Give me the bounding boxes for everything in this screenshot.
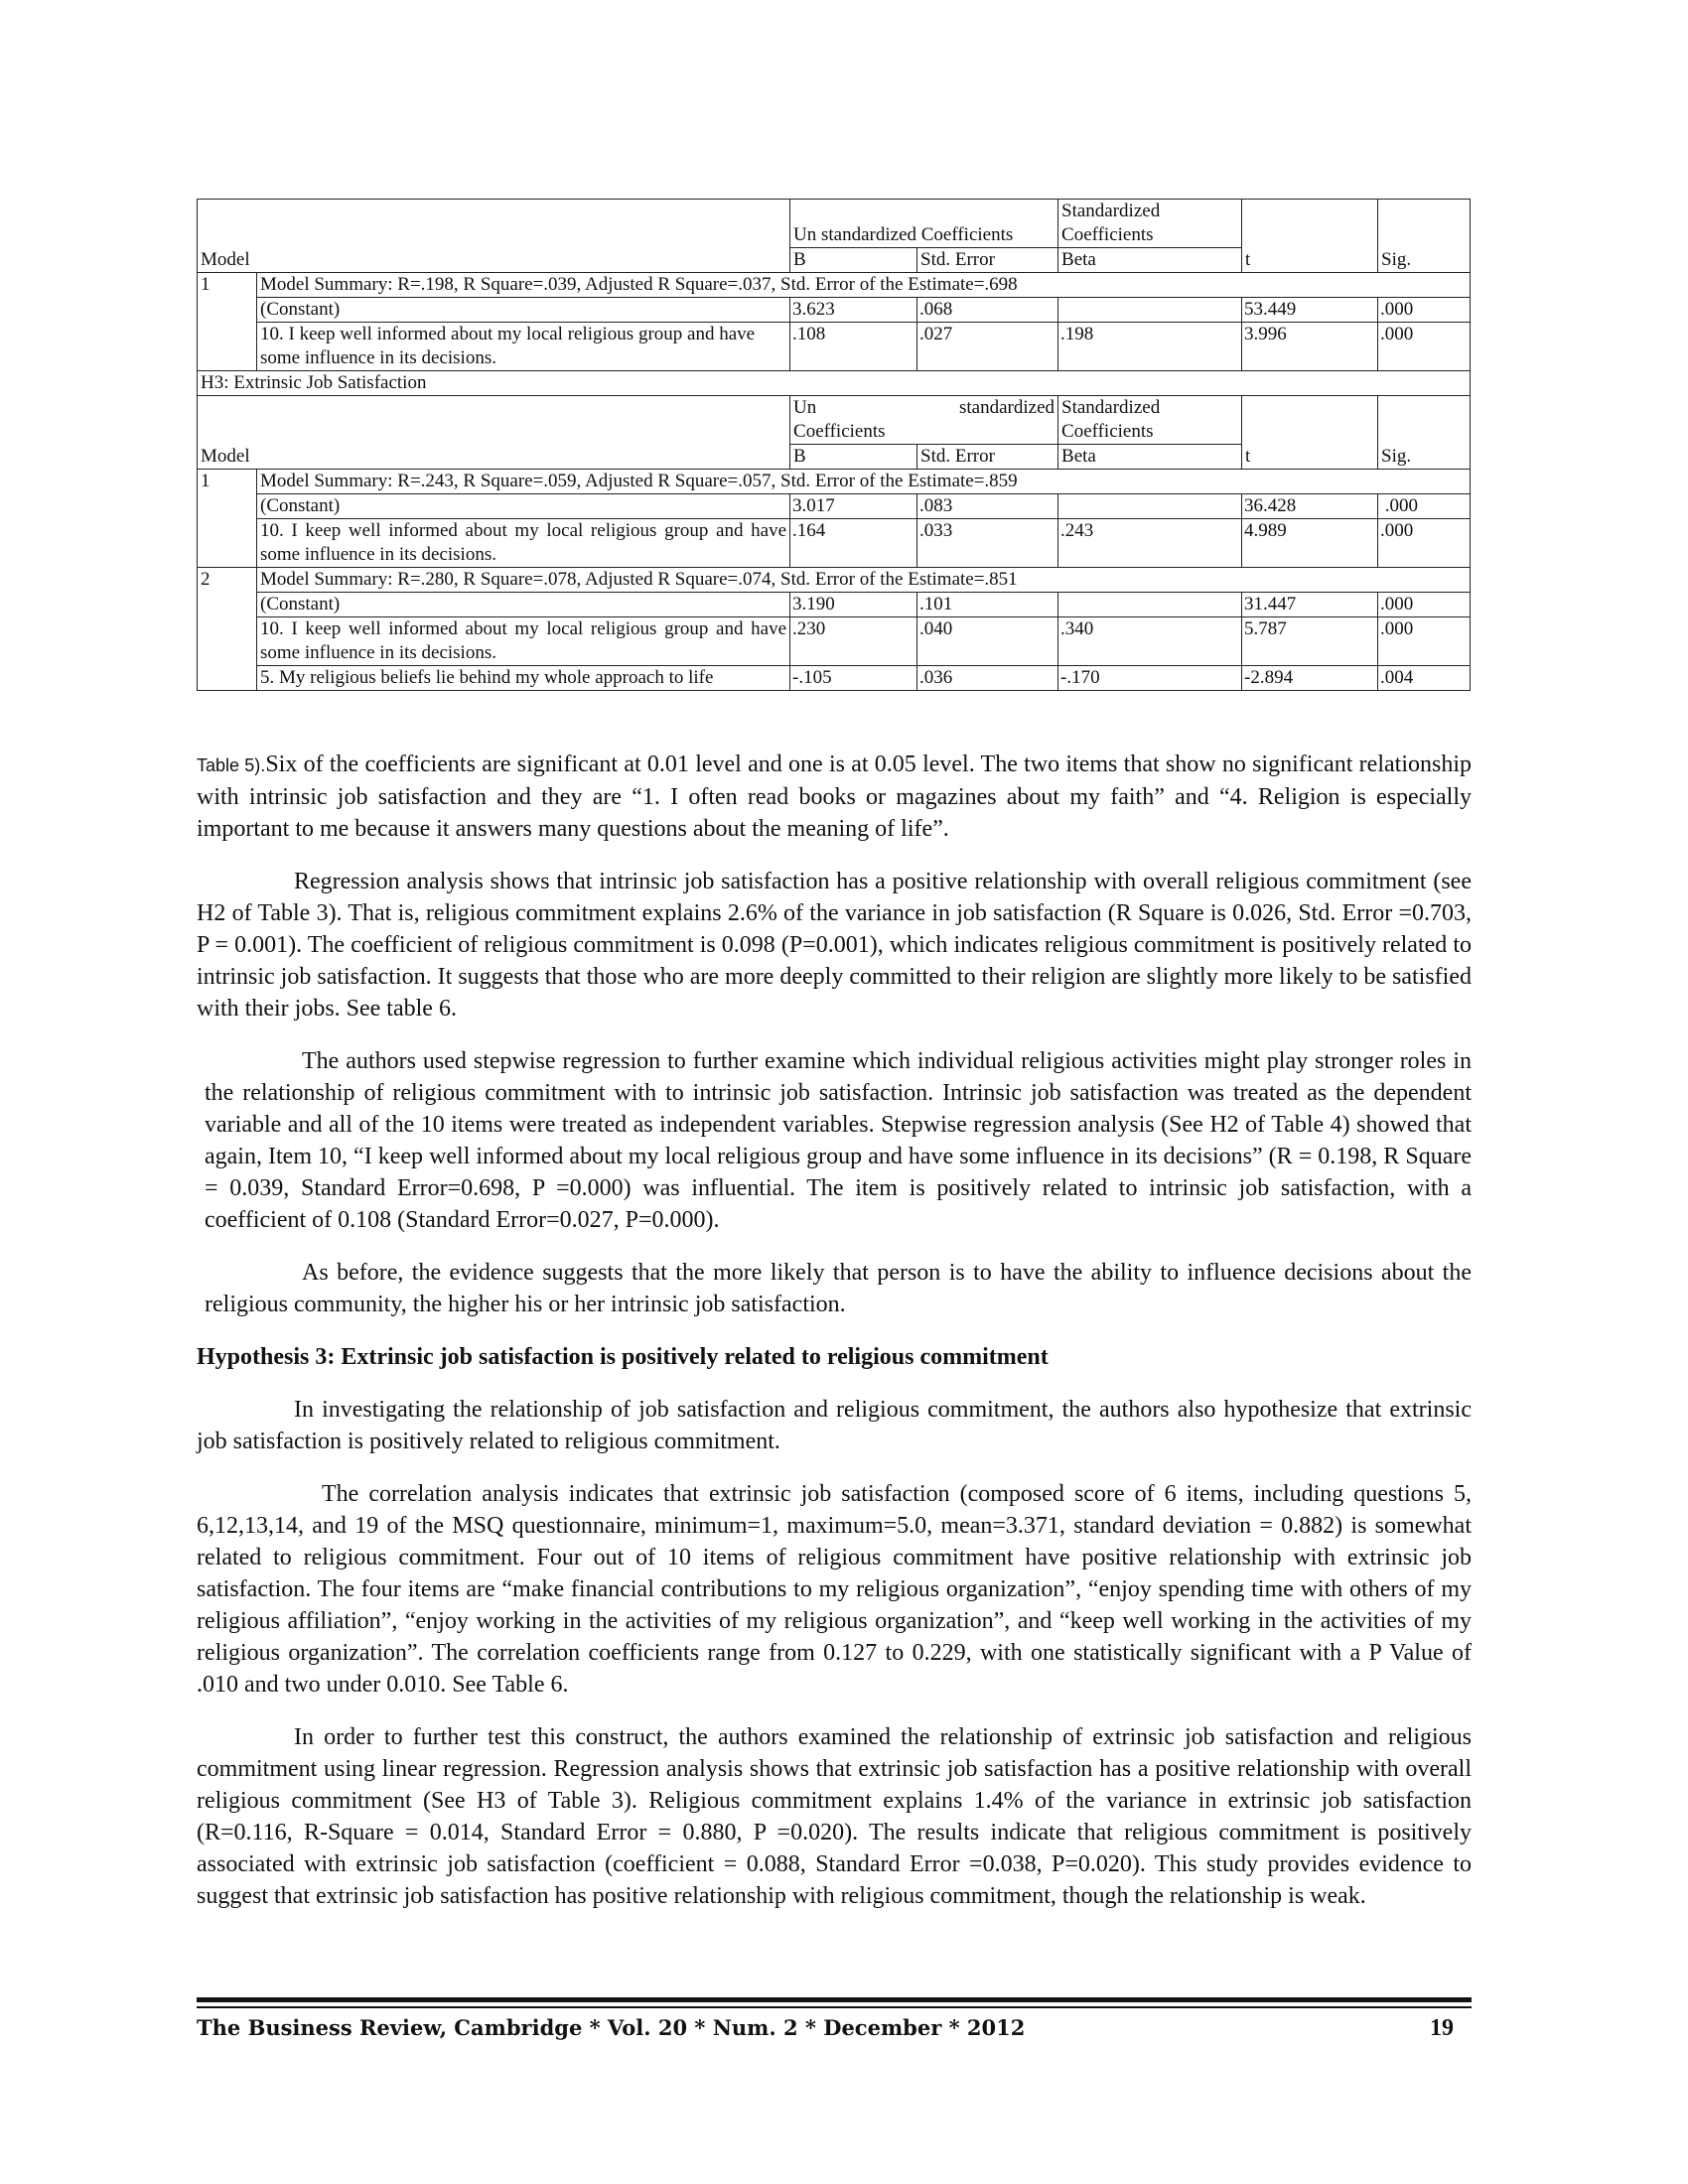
header-b: B [790, 445, 917, 470]
model-summary: Model Summary: R=.198, R Square=.039, Adjusted R Square=.037, Std. Error of the Estimate=.698 [257, 273, 1471, 298]
header-unstd-part: Coefficients [793, 421, 886, 442]
section-heading: Hypothesis 3: Extrinsic job satisfaction is positively related to religious commitment [197, 1344, 1049, 1370]
cell-beta [1058, 593, 1242, 617]
cell-t: 53.449 [1242, 298, 1378, 323]
journal-citation: The Business Review, Cambridge * Vol. 20 * Num. 2 * December * 2012 [197, 2015, 1026, 2040]
header-beta: Beta [1058, 445, 1242, 470]
table-row [198, 617, 1471, 666]
page-number: 19 [1430, 2015, 1454, 2041]
cell-b: .164 [790, 519, 917, 568]
header-beta: Beta [1058, 248, 1242, 273]
model-summary-row [198, 470, 1471, 494]
row-label: 10. I keep well informed about my local religious group and have some influence in its decisions. [257, 617, 790, 666]
cell-beta [1058, 494, 1242, 519]
cell-beta: .243 [1058, 519, 1242, 568]
cell-sig: .000 [1378, 323, 1471, 371]
cell-std-error: .033 [917, 519, 1058, 568]
cell-t: 36.428 [1242, 494, 1378, 519]
h3-title: H3: Extrinsic Job Satisfaction [198, 371, 1471, 396]
paragraph [197, 749, 1472, 845]
cell-std-error: .036 [917, 666, 1058, 691]
header-std-error: Std. Error [917, 445, 1058, 470]
section-title-row [198, 371, 1471, 396]
page-footer [197, 2015, 1472, 2042]
cell-sig: .000 [1378, 593, 1471, 617]
cell-std-error: .027 [917, 323, 1058, 371]
cell-t: 31.447 [1242, 593, 1378, 617]
cell-sig: .000 [1378, 494, 1471, 519]
cell-t: 3.996 [1242, 323, 1378, 371]
cell-sig: .000 [1378, 519, 1471, 568]
cell-std-error: .068 [917, 298, 1058, 323]
paragraph: As before, the evidence suggests that the more likely that person is to have the ability to influence decisions about the religious community, the higher his or her intrinsic job satisfaction. [205, 1260, 1472, 1317]
model-summary: Model Summary: R=.243, R Square=.059, Adjusted R Square=.057, Std. Error of the Estimate=.859 [257, 470, 1471, 494]
cell-beta: .198 [1058, 323, 1242, 371]
cell-t: 5.787 [1242, 617, 1378, 666]
row-label: (Constant) [257, 494, 790, 519]
footer-rule [197, 1997, 1472, 2002]
cell-std-error: .040 [917, 617, 1058, 666]
header-model: Model [198, 396, 790, 470]
header-t: t [1242, 396, 1378, 470]
paragraph: The authors used stepwise regression to further examine which individual religious activities might play stronger roles in the relationship of religious commitment with to intrinsic job satisfaction. Intrinsic job satisfaction was treated as the dependent variable and all of the 10 items were treated as independent variables. Stepwise regression analysis (See H2 of Table 4) showed that again, Item 10, “I keep well informed about my local religious group and have some influence in its decisions” (R = 0.198, R Square = 0.039, Standard Error=0.698, P =0.000) was influential. The item is positively related to intrinsic job satisfaction, with a coefficient of 0.108 (Standard Error=0.027, P=0.000). [205, 1048, 1472, 1233]
cell-sig: .004 [1378, 666, 1471, 691]
cell-sig: .000 [1378, 617, 1471, 666]
header-standardized: Standardized Coefficients [1058, 200, 1242, 248]
paragraph: Regression analysis shows that intrinsic job satisfaction has a positive relationship with overall religious commitment (see H2 of Table 3). That is, religious commitment explains 2.6% of the variance in job satisfaction (R Square is 0.026, Std. Error =0.703, P = 0.001). The coefficient of religious commitment is 0.098 (P=0.001), which indicates religious commitment is positively related to intrinsic job satisfaction. It suggests that those who are more deeply committed to their religion are slightly more likely to be satisfied with their jobs. See table 6. [197, 869, 1472, 1022]
paragraph: In order to further test this construct, the authors examined the relationship of extrinsic job satisfaction and religious commitment using linear regression. Regression analysis shows that extrinsic job satisfaction has a positive relationship with overall religious commitment (See H3 of Table 3). Religious commitment explains 1.4% of the variance in extrinsic job satisfaction (R=0.116, R-Square = 0.014, Standard Error = 0.880, P =0.020). The results indicate that religious commitment is positively associated with extrinsic job satisfaction (coefficient = 0.088, Standard Error =0.038, P=0.020). This study provides evidence to suggest that extrinsic job satisfaction has positive relationship with religious commitment, though the relationship is weak. [197, 1724, 1472, 1909]
table-header-row [198, 200, 1471, 248]
row-label: 10. I keep well informed about my local religious group and have some influence in its decisions. [257, 323, 790, 371]
model-summary-row [198, 273, 1471, 298]
paragraph: In investigating the relationship of job satisfaction and religious commitment, the authors also hypothesize that extrinsic job satisfaction is positively related to religious commitment. [197, 1397, 1472, 1454]
cell-b: 3.623 [790, 298, 917, 323]
table-header-row [198, 396, 1471, 445]
header-unstd-part: standardized [959, 397, 1055, 418]
table-row [198, 593, 1471, 617]
cell-beta [1058, 298, 1242, 323]
row-label: 10. I keep well informed about my local religious group and have some influence in its decisions. [257, 519, 790, 568]
cell-b: -.105 [790, 666, 917, 691]
header-b: B [790, 248, 917, 273]
header-standardized: Standardized Coefficients [1058, 396, 1242, 445]
model-number: 1 [198, 470, 257, 568]
header-sig: Sig. [1378, 396, 1471, 470]
cell-beta: -.170 [1058, 666, 1242, 691]
cell-beta: .340 [1058, 617, 1242, 666]
table-row [198, 666, 1471, 691]
cell-b: .108 [790, 323, 917, 371]
header-std-error: Std. Error [917, 248, 1058, 273]
cell-std-error: .101 [917, 593, 1058, 617]
paragraph: The correlation analysis indicates that extrinsic job satisfaction (composed score of 6 items, including questions 5, 6,12,13,14, and 19 of the MSQ questionnaire, minimum=1, maximum=5.0, mean=3.371, standard deviation = 0.882) is somewhat related to religious commitment. Four out of 10 items of religious commitment have positive relationship with extrinsic job satisfaction. The four items are “make financial contributions to my religious organization”, “enjoy spending time with others of my religious affiliation”, “enjoy working in the activities of my religious organization”, and “keep well working in the activities of my religious organization”. The correlation coefficients range from 0.127 to 0.229, with one statistically significant with a P Value of .010 and two under 0.010. See Table 6. [197, 1481, 1472, 1698]
cell-b: 3.017 [790, 494, 917, 519]
header-t: t [1242, 200, 1378, 273]
cell-t: -2.894 [1242, 666, 1378, 691]
paragraph-text: Six of the coefficients are significant at 0.01 level and one is at 0.05 level. The two items that show no significant relationship with intrinsic job satisfaction and they are “1. I often read books or magazines about my faith” and “4. Religion is especially important to me because it answers many questions about the meaning of life”. [197, 751, 1472, 842]
model-number: 2 [198, 568, 257, 691]
regression-table [197, 199, 1471, 691]
article-body [197, 749, 1472, 1912]
row-label: (Constant) [257, 298, 790, 323]
table-row [198, 323, 1471, 371]
table-reference: Table 5). [197, 755, 266, 775]
cell-sig: .000 [1378, 298, 1471, 323]
cell-std-error: .083 [917, 494, 1058, 519]
footer-rule [197, 2006, 1472, 2008]
cell-t: 4.989 [1242, 519, 1378, 568]
table-row [198, 298, 1471, 323]
row-label: 5. My religious beliefs lie behind my whole approach to life [257, 666, 790, 691]
header-sig: Sig. [1378, 200, 1471, 273]
cell-b: 3.190 [790, 593, 917, 617]
header-unstd-part: Un [793, 397, 817, 418]
header-model: Model [198, 200, 790, 273]
cell-b: .230 [790, 617, 917, 666]
row-label: (Constant) [257, 593, 790, 617]
table-row [198, 494, 1471, 519]
header-unstandardized: Un standardized Coefficients [790, 200, 1058, 248]
model-summary-row [198, 568, 1471, 593]
header-unstandardized [790, 396, 1058, 445]
model-summary: Model Summary: R=.280, R Square=.078, Adjusted R Square=.074, Std. Error of the Estimate=.851 [257, 568, 1471, 593]
model-number: 1 [198, 273, 257, 371]
table-row [198, 519, 1471, 568]
